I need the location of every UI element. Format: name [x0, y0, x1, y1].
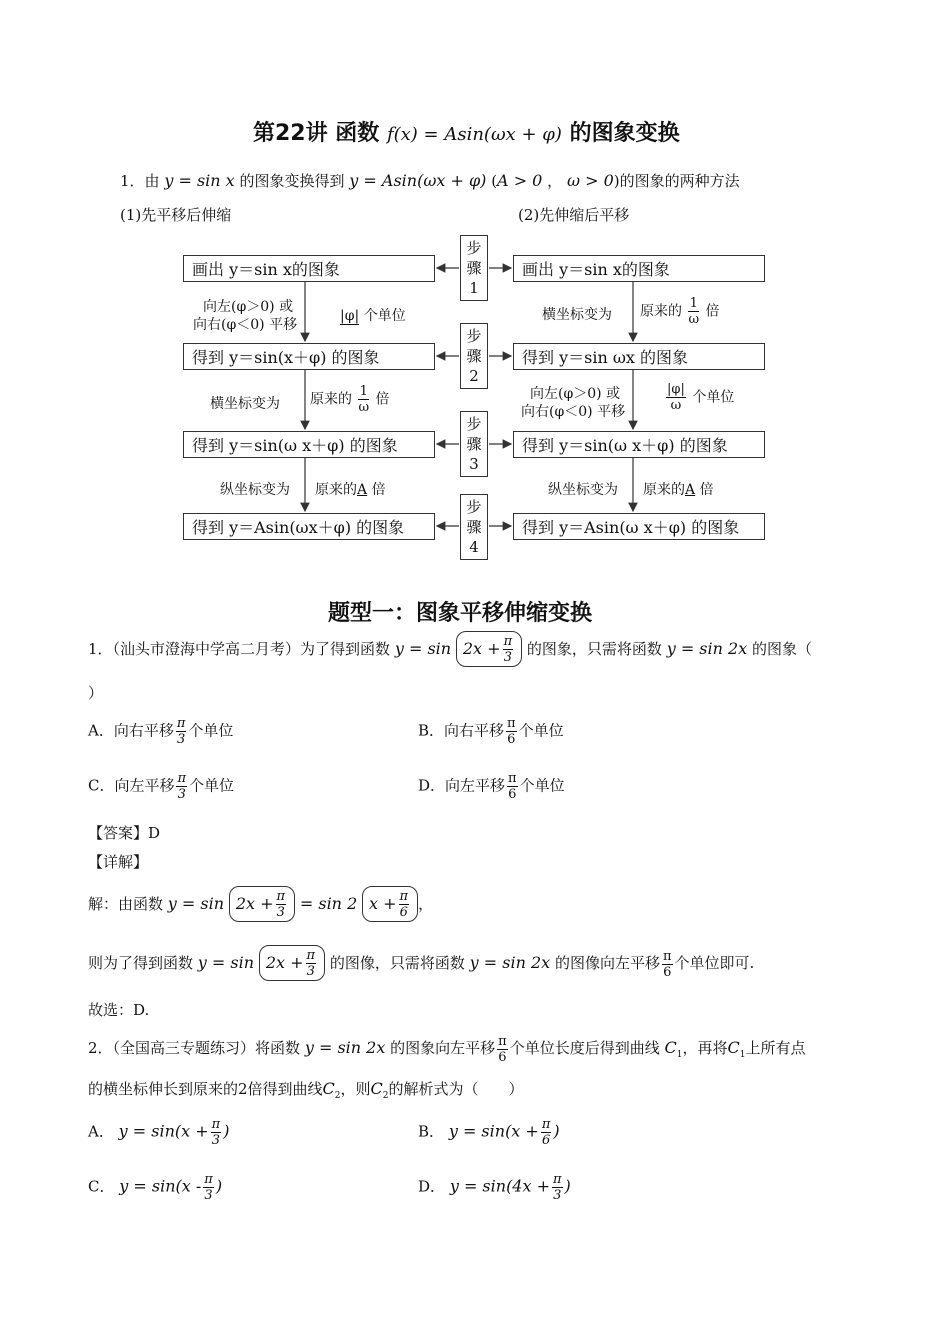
title-prefix: 第22讲 函数	[253, 121, 380, 146]
left-shift-label: 向左(φ＞0) 或	[203, 299, 294, 315]
right-scale-x-label: 横坐标变为	[542, 307, 612, 323]
right-step-box: 得到 y＝Asin(ω x＋φ) 的图象	[513, 513, 765, 540]
method-2-heading: (2)先伸缩后平移	[518, 206, 630, 224]
left-scale-x-label: 横坐标变为	[210, 396, 280, 412]
right-step-box: 画出 y＝sin x的图象	[513, 255, 765, 282]
q1-stem: 1．（汕头市澄海中学高二月考）为了得到函数 y = sin 2x + $\frac{\pi}{3}$ 的图象，只需将函数 y = sin 2x 的图象（	[88, 631, 812, 667]
q2-option-a[interactable]: A． y = sin(x + $\frac{\pi}{3}$ )	[88, 1117, 230, 1148]
q2-option-c[interactable]: C． y = sin(x - $\frac{\pi}{3}$ )	[88, 1172, 223, 1203]
left-step-box: 得到 y＝Asin(ωx＋φ) 的图象	[183, 513, 435, 540]
right-step-box: 得到 y＝sin ωx 的图象	[513, 343, 765, 370]
intro-text: 的图象变换得到	[239, 172, 345, 190]
q1-option-b[interactable]: B．向右平移 $\frac{\pi}{6}$ 个单位	[418, 716, 564, 747]
q2-option-d[interactable]: D． y = sin(4x + $\frac{\pi}{3}$ )	[418, 1172, 571, 1203]
intro-text: ，	[547, 172, 563, 190]
method-1-heading: (1)先平移后伸缩	[120, 206, 232, 224]
right-step-box: 得到 y＝sin(ω x＋φ) 的图象	[513, 431, 765, 458]
left-scale-y-label: 纵坐标变为	[220, 482, 290, 498]
q1-solution-line-2: 则为了得到函数 y = sin 2x + $\frac{\pi}{3}$ 的图像，只需将函数 y = sin 2x 的图像向左平移 $\frac{\pi}{6}$ 个单位即可.	[88, 945, 754, 981]
intro-text: )的图象的两种方法	[613, 172, 740, 190]
left-shift-label: 向右(φ＜0) 平移	[193, 317, 298, 333]
step-label-3: 步 骤 3	[460, 411, 488, 477]
q1-option-a[interactable]: A．向右平移 $\frac{\pi}{3}$ 个单位	[88, 716, 234, 747]
intro-formula: ω > 0	[566, 171, 614, 190]
right-scale-y-label: 纵坐标变为	[548, 482, 618, 498]
left-scale-x-factor: 原来的 $\frac{1}{\omega}$ 倍	[310, 384, 390, 415]
intro-formula: y = sin x	[164, 171, 235, 190]
right-scale-x-factor: 原来的 $\frac{1}{\omega}$ 倍	[640, 296, 720, 327]
q2-stem-line-2: 的横坐标伸长到原来的2倍得到曲线$C_2$，则$C_2$的解析式为（ ）	[88, 1079, 524, 1101]
left-step-box: 得到 y＝sin(ω x＋φ) 的图象	[183, 431, 435, 458]
title-formula: f(x) = Asin(ωx + φ)	[386, 124, 562, 145]
section-heading: 题型一：图象平移伸缩变换	[328, 601, 593, 626]
right-scale-y-factor: 原来的A 倍	[643, 482, 714, 498]
step-label-1: 步 骤 1	[460, 235, 488, 301]
step-label-2: 步 骤 2	[460, 323, 488, 389]
intro-formula: y = Asin(ωx + φ)	[349, 171, 487, 190]
left-shift-amount: |φ| 个单位	[340, 308, 406, 324]
intro-text: (	[491, 172, 498, 190]
intro-text: 1．由	[120, 172, 160, 190]
q1-option-c[interactable]: C．向左平移 $\frac{\pi}{3}$ 个单位	[88, 771, 235, 802]
step-label-4: 步 骤 4	[460, 494, 488, 560]
intro-formula: A > 0	[497, 171, 543, 190]
left-step-box: 得到 y＝sin(x＋φ) 的图象	[183, 343, 435, 370]
q1-option-d[interactable]: D．向左平移 $\frac{\pi}{6}$ 个单位	[418, 771, 565, 802]
q1-stem-close: ）	[88, 684, 104, 702]
q2-stem-line-1: 2．（全国高三专题练习）将函数 y = sin 2x 的图象向左平移 $\frac{\pi}{6}$ 个单位长度后得到曲线 $C_1$，再将$C_1$上所有点	[88, 1033, 806, 1065]
right-shift-amount: $\frac{|\varphi|}{\omega}$ 个单位	[667, 382, 735, 413]
transform-diagram	[0, 0, 950, 600]
q1-conclusion: 故选：D.	[88, 1001, 150, 1019]
right-shift-label: 向左(φ＞0) 或	[530, 386, 621, 402]
q1-solution-line-1: 解：由函数 y = sin 2x + $\frac{\pi}{3}$ = sin 2 x + $\frac{\pi}{6}$ ，	[88, 886, 433, 922]
left-scale-y-factor: 原来的A 倍	[315, 482, 386, 498]
q2-option-b[interactable]: B． y = sin(x + $\frac{\pi}{6}$ )	[418, 1117, 560, 1148]
title-suffix: 的图象变换	[569, 121, 680, 146]
q1-detail-heading: 【详解】	[88, 853, 149, 871]
right-shift-label: 向右(φ＜0) 平移	[521, 404, 626, 420]
q1-answer: 【答案】D	[88, 824, 161, 842]
left-step-box: 画出 y＝sin x的图象	[183, 255, 435, 282]
